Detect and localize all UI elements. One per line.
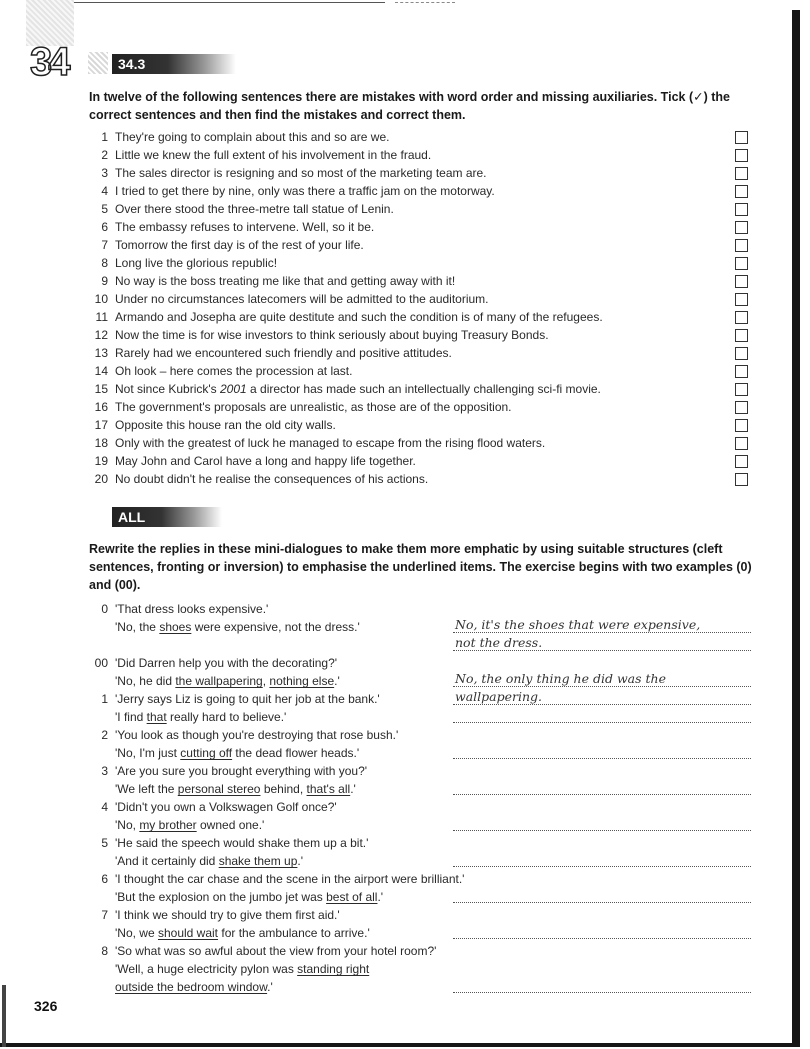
exercise-2-list: [89, 600, 754, 996]
dialogue-line: [89, 708, 754, 726]
item-number: 3: [101, 764, 108, 778]
dialogue-text: [115, 852, 303, 870]
dialogue-text: [115, 618, 360, 636]
dialogue-text-part: 'Jerry says Liz is going to quit her job at the bank.': [115, 692, 380, 706]
dialogue-text-part: 'He said the speech would shake them up a bit.': [115, 836, 369, 850]
dialogue-line: [89, 978, 754, 996]
underlined-item: that's all: [306, 782, 351, 796]
sentence-text-part: a director has made such an intellectually challenging sci-fi movie.: [246, 382, 601, 396]
handwritten-answer: not the dress.: [455, 635, 543, 650]
tick-checkbox[interactable]: [735, 401, 748, 414]
dialogue-line: [89, 906, 754, 924]
sentence-text: Opposite this house ran the old city walls.: [115, 418, 336, 432]
item-number: 2: [101, 148, 108, 162]
underlined-item: shoes: [159, 620, 192, 634]
answer-line[interactable]: [453, 852, 751, 867]
sentence-item: [89, 344, 754, 362]
dialogue-text: [115, 708, 286, 726]
sentence-text: Rarely had we encountered such friendly and positive attitudes.: [115, 346, 452, 360]
dialogue-text-part: 'We left the: [115, 782, 178, 796]
sentence-text: May John and Carol have a long and happy life together.: [115, 454, 416, 468]
handwritten-answer: No, it's the shoes that were expensive,: [455, 617, 701, 632]
sentence-item: [89, 380, 754, 398]
dialogue-text-part: the dead flower heads.': [232, 746, 360, 760]
sentence-item: [89, 434, 754, 452]
unit-number: 34: [30, 40, 67, 84]
dialogue-text-part: 'No,: [115, 818, 140, 832]
dialogue-line: [89, 924, 754, 942]
item-number: 10: [94, 292, 108, 306]
dialogue-text: [115, 600, 268, 618]
dialogue-text: [115, 762, 367, 780]
sentence-item: [89, 398, 754, 416]
dialogue-line: [89, 942, 754, 960]
tick-checkbox[interactable]: [735, 293, 748, 306]
item-number: 2: [101, 728, 108, 742]
dialogue-line: [89, 960, 754, 978]
dialogue-text: [115, 816, 264, 834]
item-number: 13: [94, 346, 108, 360]
dialogue-text: [115, 780, 356, 798]
tick-checkbox[interactable]: [735, 365, 748, 378]
item-number: 19: [94, 454, 108, 468]
sentence-text: I tried to get there by nine, only was there a traffic jam on the motorway.: [115, 184, 495, 198]
sentence-text-part: Not since Kubrick's: [115, 382, 220, 396]
item-number: 7: [101, 908, 108, 922]
dialogue-text-part: 'That dress looks expensive.': [115, 602, 269, 616]
sentence-item: [89, 362, 754, 380]
item-number: 11: [95, 310, 108, 324]
dialogue-text: [115, 978, 273, 996]
tick-checkbox[interactable]: [735, 347, 748, 360]
item-number: 6: [101, 872, 108, 886]
sentence-text: No doubt didn't he realise the consequences of his actions.: [115, 472, 429, 486]
item-number: 14: [94, 364, 108, 378]
item-number: 9: [101, 274, 108, 288]
dialogue-text: [115, 798, 337, 816]
sentence-text: Long live the glorious republic!: [115, 256, 278, 270]
handwritten-answer: No, the only thing he did was the: [455, 671, 666, 686]
item-number: 4: [101, 184, 108, 198]
film-title: 2001: [220, 382, 247, 396]
answer-line[interactable]: [453, 780, 751, 795]
dialogue-text-part: 'Didn't you own a Volkswagen Golf once?': [115, 800, 337, 814]
tick-checkbox[interactable]: [735, 239, 748, 252]
item-number: 15: [94, 382, 108, 396]
dialogue-line: [89, 690, 754, 708]
item-number: 3: [101, 166, 108, 180]
exercise-1-list: [89, 128, 754, 488]
dialogue-line: [89, 888, 754, 906]
item-number: 12: [94, 328, 108, 342]
tick-checkbox[interactable]: [735, 455, 748, 468]
sentence-item: [89, 290, 754, 308]
sentence-item: [89, 416, 754, 434]
dialogue-text-part: 'You look as though you're destroying that rose bush.': [115, 728, 399, 742]
sentence-text: No way is the boss treating me like that and getting away with it!: [115, 274, 456, 288]
sentence-item: [89, 272, 754, 290]
sentence-text: Over there stood the three-metre tall statue of Lenin.: [115, 202, 394, 216]
dialogue-line: [89, 744, 754, 762]
tick-checkbox[interactable]: [735, 473, 748, 486]
item-number: 6: [101, 220, 108, 234]
tick-checkbox[interactable]: [735, 311, 748, 324]
dialogue-line: [89, 726, 754, 744]
top-dash: [395, 2, 455, 4]
answer-line[interactable]: [453, 978, 751, 993]
dialogue-text: [115, 690, 380, 708]
sentence-item: [89, 254, 754, 272]
sentence-item: [89, 452, 754, 470]
dialogue-text: [115, 654, 337, 672]
tick-checkbox[interactable]: [735, 131, 748, 144]
dialogue-line: [89, 834, 754, 852]
page-edge-bottom: [0, 1043, 800, 1047]
item-number: 1: [101, 692, 108, 706]
dialogue-text: [115, 924, 370, 942]
item-number: 8: [101, 944, 108, 958]
tab-dots-decoration: [88, 52, 108, 74]
sentence-text: The embassy refuses to intervene. Well, so it be.: [115, 220, 375, 234]
underlined-item: standing right: [297, 962, 370, 976]
sentence-item: [89, 128, 754, 146]
sentence-item: [89, 164, 754, 182]
dialogue-line: [89, 762, 754, 780]
answer-line[interactable]: [453, 888, 751, 903]
tick-checkbox[interactable]: [735, 419, 748, 432]
item-number: 16: [94, 400, 108, 414]
sentence-text: Only with the greatest of luck he managed to escape from the rising flood waters.: [115, 436, 546, 450]
dialogue-text: [115, 942, 436, 960]
tick-checkbox[interactable]: [735, 275, 748, 288]
exercise-1-instruction: In twelve of the following sentences there are mistakes with word order and missing auxiliaries. Tick (✓) the correct sentences and then find the mistakes and correct them.: [89, 90, 730, 122]
top-rule: [45, 2, 385, 3]
item-number: 18: [94, 436, 108, 450]
dialogue-text-part: .': [267, 980, 273, 994]
dialogue-text-part: 'I find: [115, 710, 147, 724]
dialogue-text-part: 'But the explosion on the jumbo jet was: [115, 890, 327, 904]
page-edge-left: [2, 985, 6, 1047]
sentence-text: Armando and Josepha are quite destitute and such the condition is of many of the refugees.: [115, 310, 603, 324]
dialogue-line: [89, 870, 754, 888]
underlined-item: the wallpapering: [175, 674, 263, 688]
answer-line[interactable]: [453, 816, 751, 831]
underlined-item: shake them up: [218, 854, 298, 868]
item-number: 8: [101, 256, 108, 270]
tick-checkbox[interactable]: [735, 167, 748, 180]
dialogue-text-part: 'Did Darren help you with the decorating?': [115, 656, 338, 670]
dialogue-text: [115, 870, 464, 888]
sentence-item: [89, 218, 754, 236]
dialogue-text-part: .': [377, 890, 384, 904]
sentence-text: The sales director is resigning and so most of the marketing team are.: [115, 166, 487, 180]
item-number: 5: [101, 836, 108, 850]
item-number: 5: [101, 202, 108, 216]
dialogue-text-part: for the ambulance to arrive.': [218, 926, 370, 940]
tick-checkbox[interactable]: [735, 329, 748, 342]
sentence-text: [115, 380, 601, 398]
item-number: 17: [94, 418, 108, 432]
underlined-item: my brother: [139, 818, 197, 832]
item-number: 4: [101, 800, 108, 814]
dialogue-text-part: ,: [262, 674, 270, 688]
underlined-item: best of all: [326, 890, 378, 904]
sentence-text: Oh look – here comes the procession at last.: [115, 364, 353, 378]
dialogue-text-part: .': [297, 854, 304, 868]
page-edge-right: [792, 10, 800, 1045]
dialogue-line: [89, 798, 754, 816]
dialogue-text: [115, 744, 359, 762]
dialogue-line: [89, 672, 754, 690]
dialogue-line: [89, 816, 754, 834]
underlined-item: outside the bedroom window: [115, 980, 268, 994]
tick-checkbox[interactable]: [735, 185, 748, 198]
item-number: 00: [94, 656, 108, 670]
section-tab-all: ALL: [112, 507, 222, 527]
item-number: 7: [101, 238, 108, 252]
underlined-item: should wait: [157, 926, 219, 940]
exercise-2-instruction: Rewrite the replies in these mini-dialogues to make them more emphatic by using suitable structures (cleft sentences, fronting or inversion) to emphasise the underlined items. The exercise begins with two examples (0) and (00).: [89, 542, 752, 592]
answer-line[interactable]: [453, 708, 751, 723]
dialogue-text-part: .': [350, 782, 356, 796]
sentence-text: Little we knew the full extent of his involvement in the fraud.: [115, 148, 432, 162]
sentence-item: [89, 146, 754, 164]
sentence-text: The government's proposals are unrealistic, as those are of the opposition.: [115, 400, 512, 414]
underlined-item: personal stereo: [177, 782, 261, 796]
sentence-text: Under no circumstances latecomers will be admitted to the auditorium.: [115, 292, 489, 306]
dialogue-text: [115, 888, 383, 906]
item-number: 0: [101, 602, 108, 616]
tick-checkbox[interactable]: [735, 203, 748, 216]
dialogue-line: [89, 780, 754, 798]
dialogue-text-part: 'Well, a huge electricity pylon was: [115, 962, 298, 976]
sentence-item: [89, 470, 754, 488]
item-number: 1: [101, 130, 108, 144]
dialogue-text-part: 'And it certainly did: [115, 854, 219, 868]
dialogue-text-part: 'I thought the car chase and the scene in the airport were brilliant.': [115, 872, 465, 886]
dialogue-text-part: 'No, I'm just: [115, 746, 181, 760]
dialogue-text-part: 'No, he did: [115, 674, 176, 688]
dialogue-text-part: 'I think we should try to give them first aid.': [115, 908, 340, 922]
dialogue-text: [115, 960, 369, 978]
dialogue-text-part: owned one.': [196, 818, 265, 832]
sentence-text: Tomorrow the first day is of the rest of your life.: [115, 238, 364, 252]
dialogue-text-part: behind,: [260, 782, 307, 796]
handwritten-answer: wallpapering.: [455, 689, 542, 704]
sentence-item: [89, 308, 754, 326]
dialogue-text: [115, 726, 398, 744]
underlined-item: nothing else: [269, 674, 335, 688]
dialogue-text-part: 'No, we: [115, 926, 158, 940]
dialogue-text: [115, 906, 340, 924]
dialogue-line: [89, 636, 754, 654]
underlined-item: cutting off: [180, 746, 233, 760]
sentence-text: They're going to complain about this and so are we.: [115, 130, 390, 144]
answer-line[interactable]: [453, 924, 751, 939]
tick-checkbox[interactable]: [735, 437, 748, 450]
sentence-item: [89, 200, 754, 218]
tick-checkbox[interactable]: [735, 383, 748, 396]
sentence-item: [89, 326, 754, 344]
answer-line[interactable]: [453, 744, 751, 759]
dialogue-text-part: 'Are you sure you brought everything with you?': [115, 764, 368, 778]
dialogue-text: [115, 672, 340, 690]
section-tab: 34.3: [112, 54, 236, 74]
tick-checkbox[interactable]: [735, 149, 748, 162]
tick-checkbox[interactable]: [735, 257, 748, 270]
tick-checkbox[interactable]: [735, 221, 748, 234]
dialogue-text-part: .': [334, 674, 340, 688]
underlined-item: that: [146, 710, 167, 724]
dialogue-line: [89, 852, 754, 870]
dialogue-text-part: were expensive, not the dress.': [191, 620, 360, 634]
item-number: 20: [94, 472, 108, 486]
page-number: 326: [34, 998, 58, 1014]
sentence-text: Now the time is for wise investors to think seriously about buying Treasury Bonds.: [115, 328, 549, 342]
dialogue-line: [89, 618, 754, 636]
dialogue-text-part: 'No, the: [115, 620, 160, 634]
sentence-item: [89, 236, 754, 254]
dialogue-text-part: 'So what was so awful about the view from your hotel room?': [115, 944, 437, 958]
sentence-item: [89, 182, 754, 200]
dialogue-text-part: really hard to believe.': [166, 710, 287, 724]
dialogue-text: [115, 834, 368, 852]
